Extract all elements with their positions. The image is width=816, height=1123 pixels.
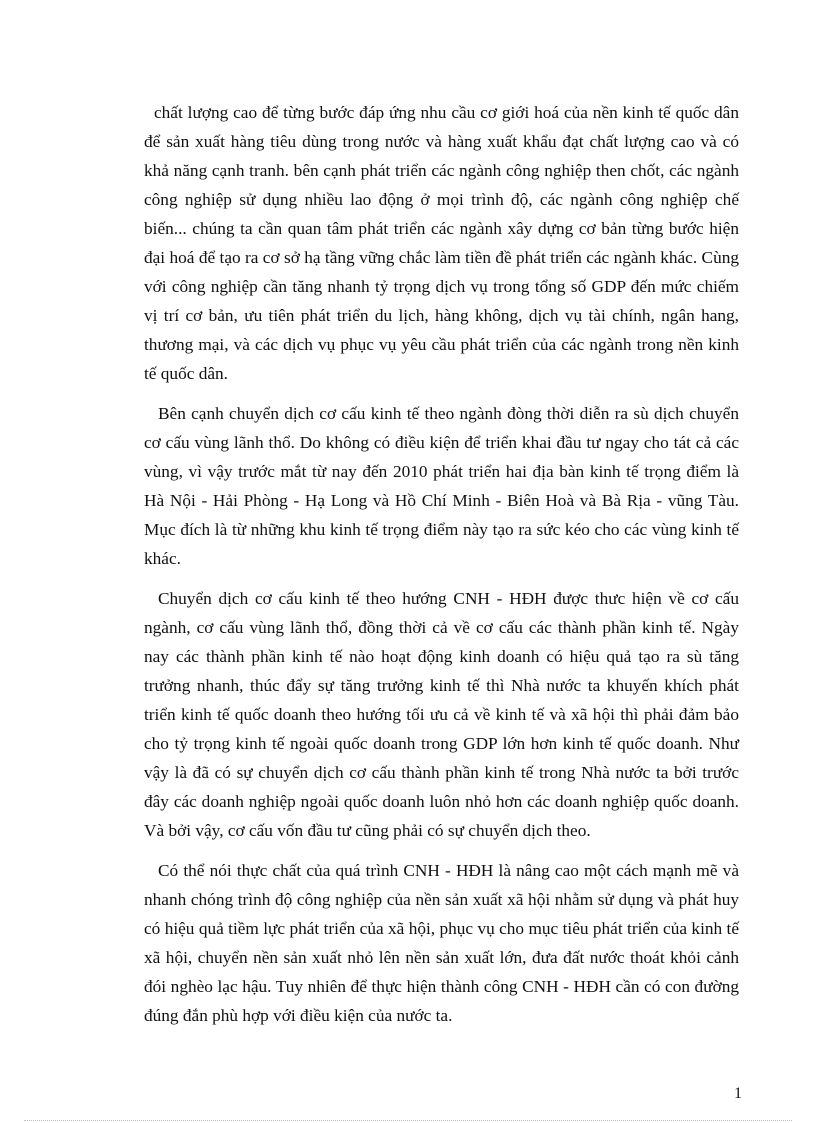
page-number: 1 <box>734 1085 742 1102</box>
paragraph-1: chất lượng cao để từng bước đáp ứng nhu cầu cơ giới hoá của nền kinh tế quốc dân để sản xuất hàng tiêu dùng trong nước và hàng xuất khẩu đạt chất lượng cao và có khả năng cạnh tranh. bên cạnh phát triển các ngành công nghiệp then chốt, các ngành công nghiệp sử dụng nhiều lao động ở mọi trình độ, các ngành công nghiệp chế biến... chúng ta cần quan tâm phát triển các ngành xây dựng cơ bản từng bước hiện đại hoá để tạo ra cơ sở hạ tầng vững chắc làm tiền đề phát triển các ngành khác. Cùng với công nghiệp cần tăng nhanh tỷ trọng dịch vụ trong tổng số GDP đến mức chiếm vị trí cơ bản, ưu tiên phát triển du lịch, hàng không, dịch vụ tài chính, ngân hang, thương mại, và các dịch vụ phục vụ yêu cầu phát triển của các ngành trong nền kinh tế quốc dân. <box>144 103 739 383</box>
paragraph-3: Chuyển dịch cơ cấu kinh tế theo hướng CNH - HĐH được thưc hiện về cơ cấu ngành, cơ cấu vùng lãnh thổ, đồng thời cả về cơ cấu các thành phần kinh tế. Ngày nay các thành phần kinh tế nào hoạt động kinh doanh có hiệu quả tạo ra sù tăng trưởng nhanh, thúc đẩy sự tăng trưởng kinh tế thì Nhà nước ta khuyến khích phát triển kinh tế quốc doanh theo hướng tối ưu cả về kinh tế và xã hội thì phải đảm bảo cho tỷ trọng kinh tế ngoài quốc doanh trong GDP lớn hơn kinh tế quốc doanh. Như vậy là đã có sự chuyển dịch cơ cấu thành phần kinh tế trong Nhà nước ta bởi trước đây các doanh nghiệp ngoài quốc doanh luôn nhỏ hơn các doanh nghiệp quốc doanh. Và bởi vậy, cơ cấu vốn đầu tư cũng phải có sự chuyển dịch theo. <box>144 589 739 840</box>
paragraph-2: Bên cạnh chuyển dịch cơ cấu kinh tế theo ngành đòng thời diễn ra sù dịch chuyển cơ cấu vùng lãnh thổ. Do không có điều kiện để triển khai đầu tư ngay cho tát cả các vùng, vì vậy trước mắt từ nay đến 2010 phát triển hai địa bàn kinh tế trọng điểm là Hà Nội - Hải Phòng - Hạ Long và Hồ Chí Minh - Biên Hoà và Bà Rịa - vũng Tàu. Mục đích là từ những khu kinh tế trọng điểm này tạo ra sức kéo cho các vùng kinh tế khác. <box>144 404 739 568</box>
page-body <box>144 98 739 1041</box>
paragraph-4: Có thể nói thực chất của quá trình CNH - HĐH là nâng cao một cách mạnh mẽ và nhanh chóng trình độ công nghiệp của nền sản xuất xã hội nhằm sử dụng và phát huy có hiệu quả tiềm lực phát triển của xã hội, phục vụ cho mục tiêu phát triển của kinh tế xã hội, chuyển nền sản xuất nhỏ lên nền sản xuất lớn, đưa đất nước thoát khỏi cảnh đói nghèo lạc hậu. Tuy nhiên để thực hiện thành công CNH - HĐH cần có con đường đúng đắn phù hợp với điều kiện của nước ta. <box>144 861 739 1025</box>
page-bottom-border <box>24 1120 792 1121</box>
